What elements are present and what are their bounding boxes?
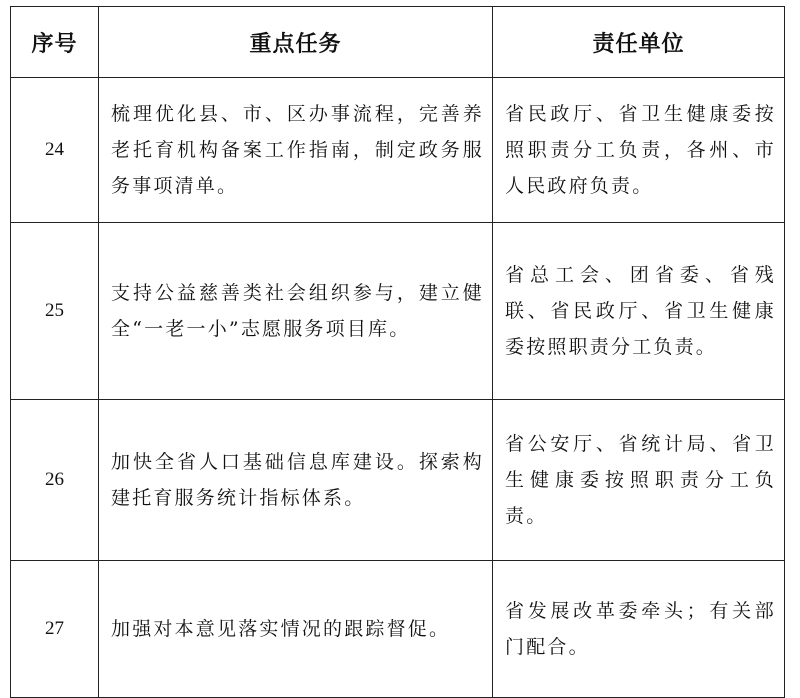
header-unit: 责任单位 xyxy=(493,7,785,78)
task-table xyxy=(10,6,785,698)
row-unit: 省发展改革委牵头；有关部门配合。 xyxy=(493,561,785,698)
header-number: 序号 xyxy=(11,7,99,78)
row-unit: 省总工会、团省委、省残联、省民政厅、省卫生健康委按照职责分工负责。 xyxy=(493,223,785,400)
row-unit: 省公安厅、省统计局、省卫生健康委按照职责分工负责。 xyxy=(493,400,785,561)
table-row xyxy=(11,78,785,223)
row-number: 27 xyxy=(11,561,99,698)
row-number: 26 xyxy=(11,400,99,561)
table-row xyxy=(11,561,785,698)
row-number: 25 xyxy=(11,223,99,400)
header-task: 重点任务 xyxy=(99,7,493,78)
table-row xyxy=(11,400,785,561)
row-number: 24 xyxy=(11,78,99,223)
row-task: 加快全省人口基础信息库建设。探索构建托育服务统计指标体系。 xyxy=(99,400,493,561)
row-unit: 省民政厅、省卫生健康委按照职责分工负责，各州、市人民政府负责。 xyxy=(493,78,785,223)
header-row xyxy=(11,7,785,78)
row-task: 加强对本意见落实情况的跟踪督促。 xyxy=(99,561,493,698)
table-row xyxy=(11,223,785,400)
row-task: 梳理优化县、市、区办事流程，完善养老托育机构备案工作指南，制定政务服务事项清单。 xyxy=(99,78,493,223)
row-task: 支持公益慈善类社会组织参与，建立健全“一老一小”志愿服务项目库。 xyxy=(99,223,493,400)
